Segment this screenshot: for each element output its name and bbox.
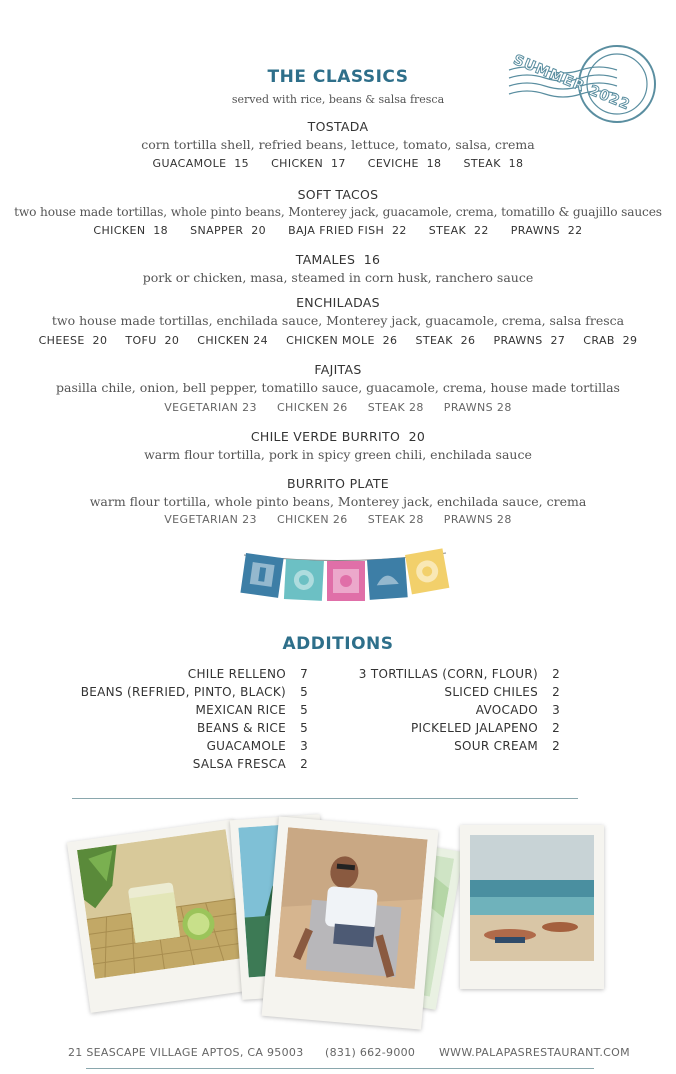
addition-item [193, 757, 308, 771]
addition-item [195, 703, 308, 717]
menu-item-desc-enchiladas: two house made tortillas, enchilada sauce, Monterey jack, guacamole, crema, salsa fresca [51, 313, 625, 328]
price-line-soft-tacos [0, 224, 676, 237]
price-option: CHICKEN 18 [93, 224, 169, 237]
addition-price: 5 [300, 721, 308, 735]
price-option: CHICKEN 24 [197, 334, 269, 347]
addition-name: GUACAMOLE [206, 739, 286, 753]
addition-price: 2 [552, 667, 560, 681]
price-option: GUACAMOLE 15 [152, 157, 250, 170]
addition-price: 3 [300, 739, 308, 753]
menu-item-title-fajitas: FAJITAS [314, 362, 362, 377]
price-option: STEAK 28 [367, 513, 424, 526]
addition-price: 2 [552, 685, 560, 699]
menu-item-desc-fajitas: pasilla chile, onion, bell pepper, tomatillo sauce, guacamole, crema, house made tortillas [56, 380, 620, 395]
classics-heading: THE CLASSICS [267, 67, 409, 87]
addition-name: CHILE RELLENO [187, 667, 286, 681]
addition-name: AVOCADO [475, 703, 538, 717]
footer-divider [86, 1068, 594, 1069]
addition-item [188, 667, 308, 681]
footer-address: 21 SEASCAPE VILLAGE APTOS, CA 95003 [68, 1046, 304, 1059]
addition-item [359, 667, 560, 681]
price-option: VEGETARIAN 23 [164, 513, 257, 526]
price-line-burrito-plate [0, 513, 676, 526]
footer-website-link[interactable]: WWW.PALAPASRESTAURANT.COM [439, 1046, 630, 1059]
menu-item-title-burrito-plate: BURRITO PLATE [286, 476, 390, 491]
additions-heading: ADDITIONS [282, 634, 394, 654]
price-option: CHICKEN 26 [276, 401, 348, 414]
menu-item-desc-tamales: pork or chicken, masa, steamed in corn husk, ranchero sauce [142, 270, 534, 285]
menu-item-desc-tostada: corn tortilla shell, refried beans, lettuce, tomato, salsa, crema [141, 137, 535, 152]
section-divider [72, 798, 578, 799]
addition-price: 5 [300, 685, 308, 699]
footer-phone[interactable]: (831) 662-9000 [325, 1046, 416, 1059]
stamp-text: SUMMER 2022 [511, 52, 633, 114]
addition-name: PICKELED JALAPENO [411, 721, 538, 735]
price-option: CHICKEN MOLE 26 [286, 334, 398, 347]
flag-yellow [405, 548, 449, 594]
addition-name: SLICED CHILES [444, 685, 538, 699]
price-option: PRAWNS 22 [510, 224, 583, 237]
addition-item [411, 721, 560, 735]
price-option: CHICKEN 17 [271, 157, 346, 170]
flag-blue [240, 553, 283, 598]
price-option: STEAK 22 [428, 224, 489, 237]
addition-name: SALSA FRESCA [192, 757, 286, 771]
photo-collage [0, 805, 676, 1035]
price-line-fajitas [0, 401, 676, 414]
price-option: BAJA FRIED FISH 22 [288, 224, 407, 237]
addition-name: SOUR CREAM [454, 739, 538, 753]
addition-item [81, 685, 308, 699]
addition-item [444, 685, 560, 699]
menu-item-title-tamales: TAMALES 16 [295, 252, 381, 267]
photo-beach [460, 825, 604, 989]
menu-item-title-soft-tacos: SOFT TACOS [297, 187, 379, 202]
price-option: VEGETARIAN 23 [164, 401, 257, 414]
addition-price: 5 [300, 703, 308, 717]
addition-item [197, 721, 308, 735]
addition-name: 3 TORTILLAS (CORN, FLOUR) [358, 667, 538, 681]
flag-pink [327, 561, 365, 601]
addition-item [454, 739, 560, 753]
price-option: STEAK 28 [367, 401, 424, 414]
menu-item-title-enchiladas: ENCHILADAS [296, 295, 380, 310]
addition-price: 2 [552, 739, 560, 753]
menu-item-desc-burrito-plate: warm flour tortilla, whole pinto beans, Monterey jack, enchilada sauce, crema [89, 494, 587, 509]
price-option: CHEESE 20 [38, 334, 108, 347]
price-option: PRAWNS 27 [493, 334, 566, 347]
flag-teal [284, 559, 324, 601]
photo-margarita [67, 819, 257, 1013]
price-option: SNAPPER 20 [190, 224, 267, 237]
addition-price: 2 [300, 757, 308, 771]
price-option: STEAK 18 [463, 157, 524, 170]
addition-price: 7 [300, 667, 308, 681]
menu-item-title-tostada: TOSTADA [307, 119, 369, 134]
addition-price: 2 [552, 721, 560, 735]
addition-item [207, 739, 308, 753]
price-option: CEVICHE 18 [367, 157, 442, 170]
menu-item-desc-soft-tacos: two house made tortillas, whole pinto beans, Monterey jack, guacamole, crema, tomatillo & guajillo sauces [14, 205, 662, 219]
price-option: PRAWNS 28 [443, 513, 512, 526]
price-option: TOFU 20 [125, 334, 180, 347]
menu-item-desc-chile-verde-burrito: warm flour tortilla, pork in spicy green chili, enchilada sauce [144, 447, 532, 462]
price-line-enchiladas [0, 334, 676, 347]
menu-item-title-chile-verde-burrito: CHILE VERDE BURRITO 20 [250, 429, 426, 444]
addition-name: MEXICAN RICE [195, 703, 286, 717]
price-option: PRAWNS 28 [443, 401, 512, 414]
addition-name: BEANS & RICE [196, 721, 286, 735]
price-option: CRAB 29 [583, 334, 638, 347]
classics-subheading: served with rice, beans & salsa fresca [231, 93, 445, 106]
addition-price: 3 [552, 703, 560, 717]
price-line-tostada [0, 157, 676, 170]
addition-item [476, 703, 560, 717]
addition-name: BEANS (REFRIED, PINTO, BLACK) [80, 685, 286, 699]
flag-blue-2 [367, 557, 408, 600]
price-option: CHICKEN 26 [276, 513, 348, 526]
papel-picado-banner [240, 545, 450, 610]
photo-beach-chair [262, 816, 439, 1029]
price-option: STEAK 26 [415, 334, 476, 347]
